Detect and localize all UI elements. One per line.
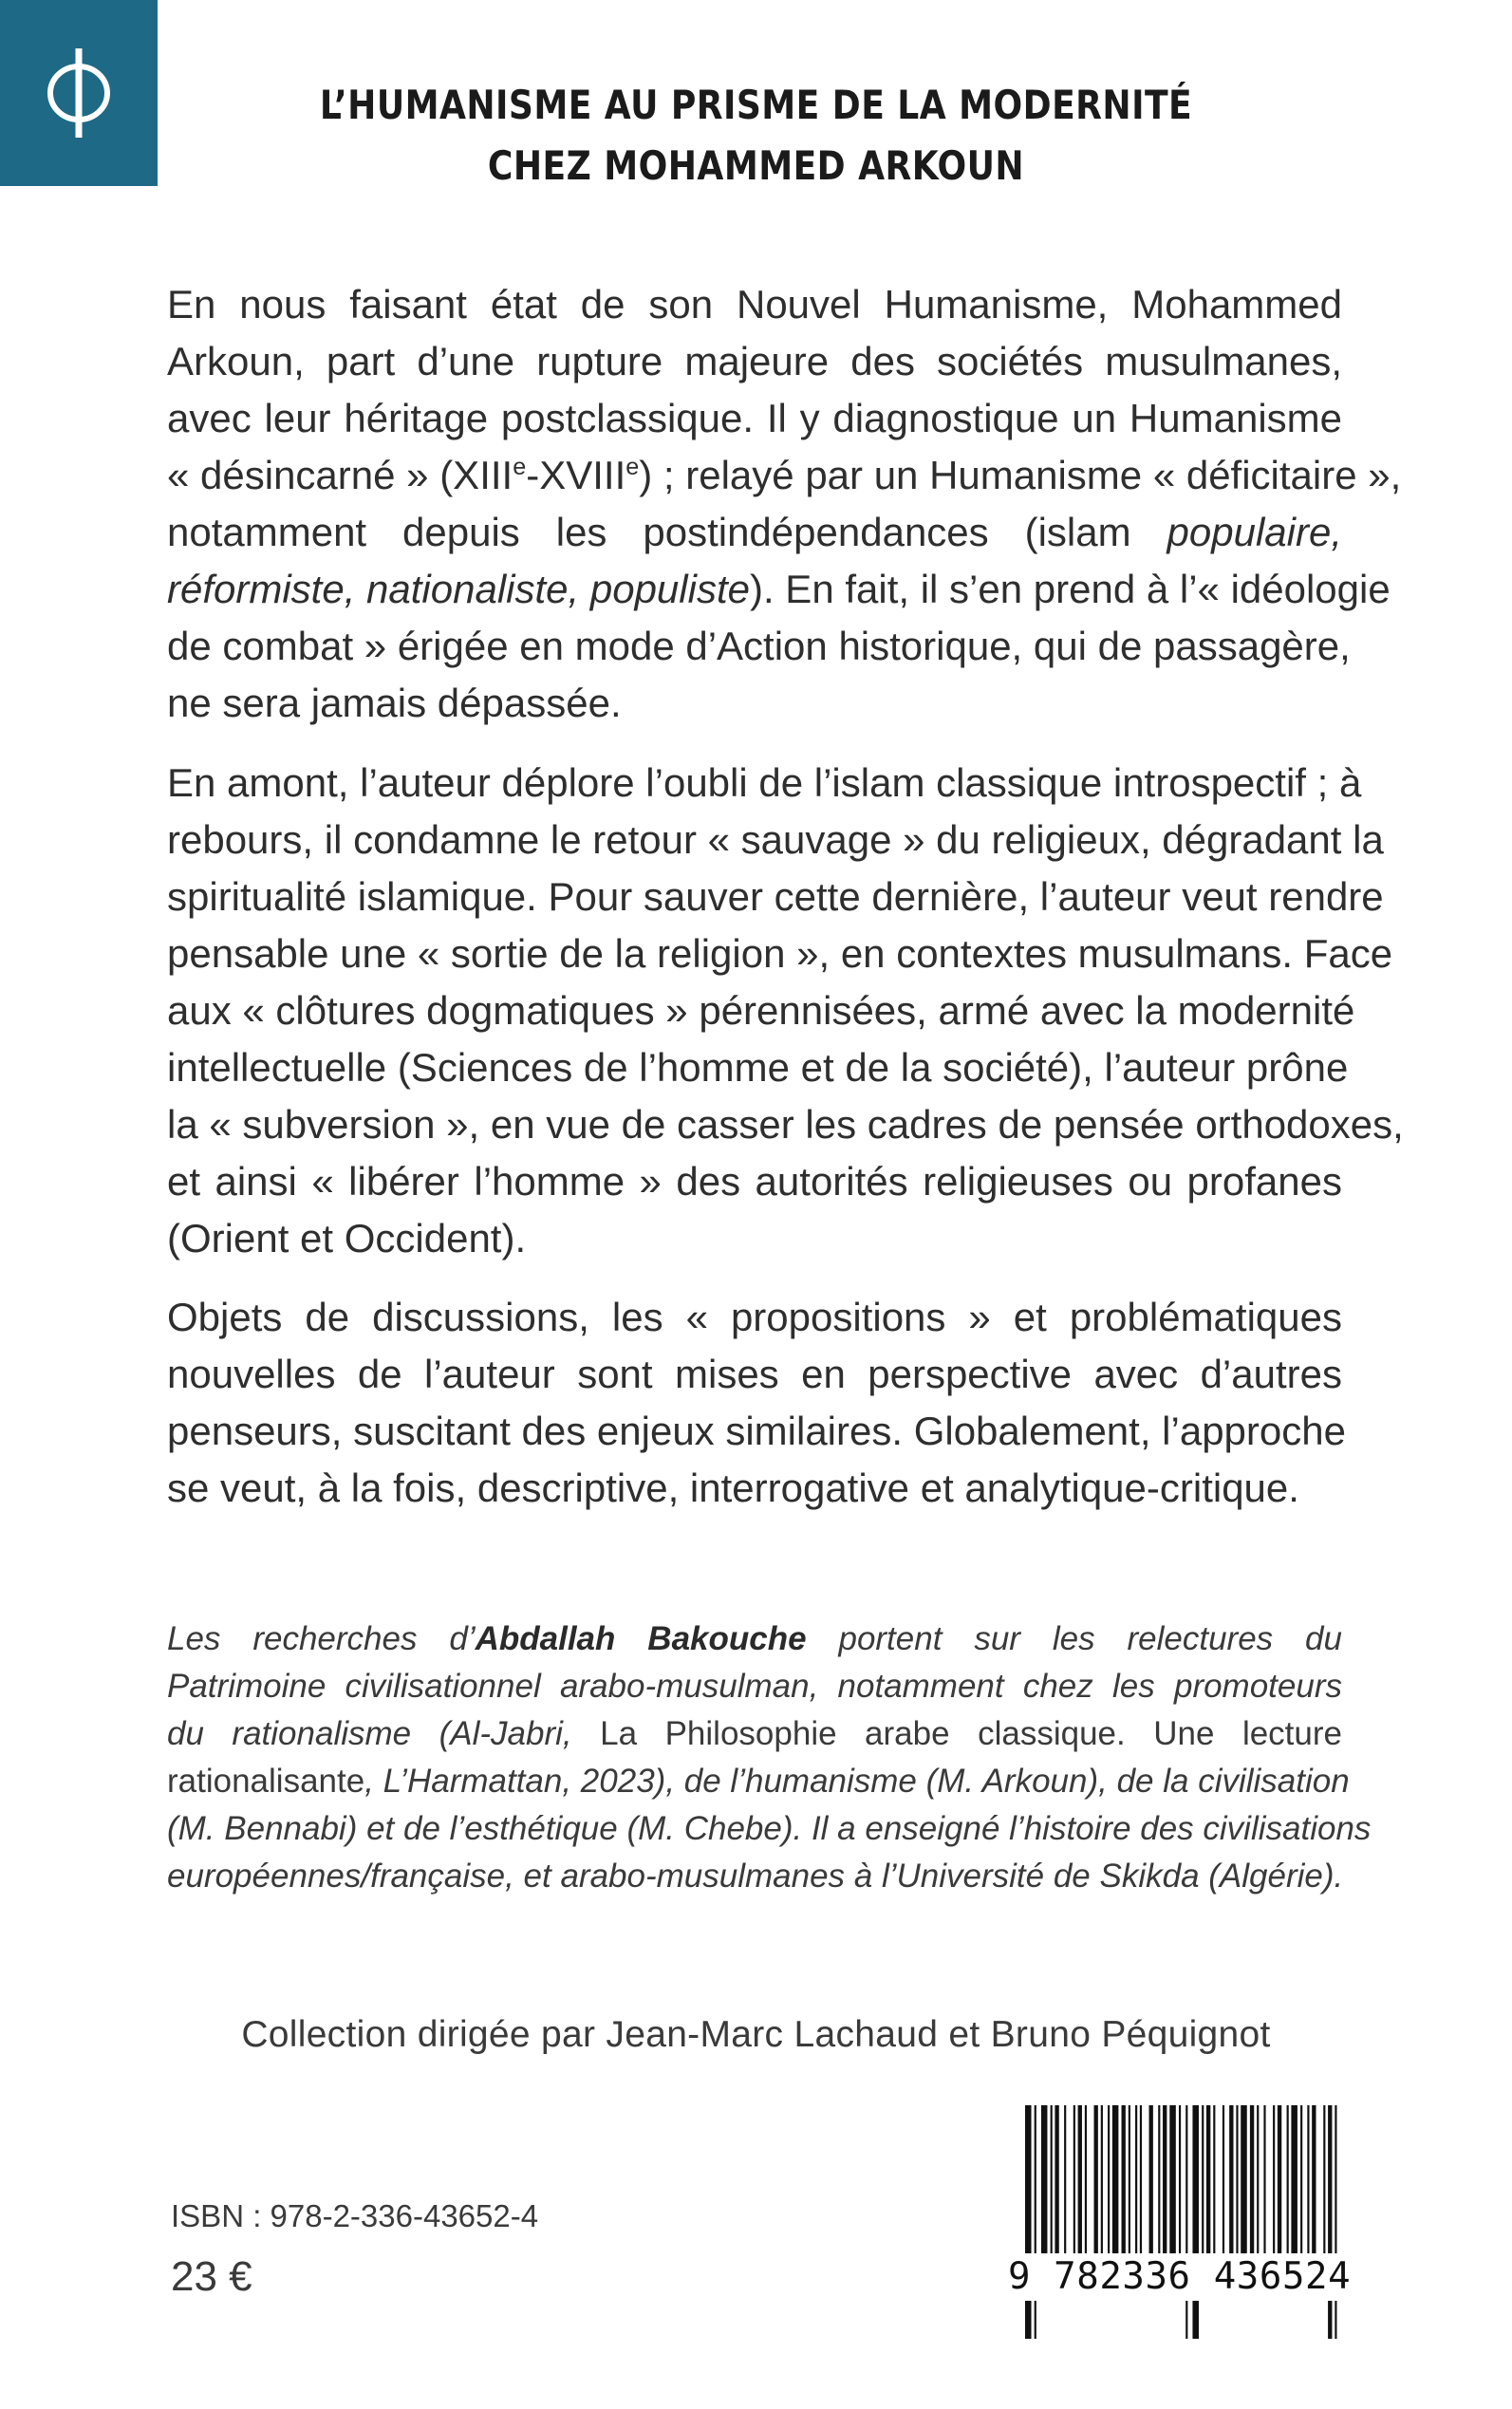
- price: 23 €: [171, 2253, 252, 2300]
- text-line: et ainsi « libérer l’homme » des autorités religieuses ou profanes: [167, 1159, 1342, 1204]
- barcode-bar: [1328, 2105, 1332, 2339]
- text-line: Les recherches d’Abdallah Bakouche portent sur les relectures du: [167, 1620, 1342, 1657]
- text-line: européennes/française, et arabo-musulmanes à l’Université de Skikda (Algérie).: [167, 1858, 1344, 1895]
- text-line: nouvelles de l’auteur sont mises en perspective avec d’autres: [167, 1352, 1342, 1396]
- book-title-line-1: L’HUMANISME AU PRISME DE LA MODERNITÉ: [319, 82, 1193, 128]
- phi-logo-icon: [36, 41, 121, 145]
- book-title-line-2: CHEZ MOHAMMED ARKOUN: [487, 142, 1025, 189]
- barcode-digits: 9 782336 436524: [1004, 2253, 1350, 2301]
- text-line: (M. Bennabi) et de l’esthétique (M. Chebe). Il a enseigné l’histoire des civilisations: [167, 1810, 1372, 1847]
- text-line: En nous faisant état de son Nouvel Humanisme, Mohammed: [167, 282, 1342, 327]
- text-line: du rationalisme (Al-Jabri, La Philosophie arabe classique. Une lecture: [167, 1715, 1342, 1752]
- text-line: réformiste, nationaliste, populiste). En fait, il s’en prend à l’« idéologie: [167, 567, 1391, 611]
- text-line: « désincarné » (XIIIe-XVIIIe) ; relayé par un Humanisme « déficitaire »,: [167, 453, 1402, 497]
- text-line: Patrimoine civilisationnel arabo-musulman, notamment chez les promoteurs: [167, 1668, 1342, 1705]
- barcode-bar: [1185, 2105, 1187, 2339]
- text-line: avec leur héritage postclassique. Il y diagnostique un Humanisme: [167, 396, 1342, 440]
- text-line: En amont, l’auteur déplore l’oubli de l’islam classique introspectif ; à: [167, 760, 1362, 805]
- publisher-logo: [0, 0, 158, 186]
- text-line: ne sera jamais dépassée.: [167, 681, 622, 725]
- text-line: notamment depuis les postindépendances (islam populaire,: [167, 510, 1342, 554]
- text-line: (Orient et Occident).: [167, 1216, 527, 1261]
- text-line: Objets de discussions, les « propositions » et problématiques: [167, 1295, 1342, 1339]
- barcode-bar: [1025, 2105, 1032, 2339]
- text-line: de combat » érigée en mode d’Action historique, qui de passagère,: [167, 624, 1351, 668]
- text-line: la « subversion », en vue de casser les cadres de pensée orthodoxes,: [167, 1102, 1404, 1147]
- text-line: rebours, il condamne le retour « sauvage » du religieux, dégradant la: [167, 817, 1384, 862]
- barcode-icon: [1025, 2105, 1344, 2339]
- collection-credit: Collection dirigée par Jean-Marc Lachaud et Bruno Péquignot: [241, 2014, 1271, 2055]
- text-line: intellectuelle (Sciences de l’homme et de la société), l’auteur prône: [167, 1045, 1349, 1090]
- text-line: Arkoun, part d’une rupture majeure des sociétés musulmanes,: [167, 339, 1342, 383]
- text-line: penseurs, suscitant des enjeux similaires. Globalement, l’approche: [167, 1409, 1346, 1453]
- barcode-bar: [1035, 2105, 1036, 2339]
- barcode-bar: [1335, 2105, 1336, 2339]
- text-line: aux « clôtures dogmatiques » pérennisées, armé avec la modernité: [167, 988, 1355, 1033]
- summary-paragraph-1: [167, 276, 1402, 732]
- author-name: Abdallah Bakouche: [475, 1620, 807, 1657]
- text-line: rationalisante, L’Harmattan, 2023), de l’humanisme (M. Arkoun), de la civilisation: [167, 1763, 1350, 1800]
- barcode-bar: [1192, 2105, 1199, 2339]
- isbn-number: ISBN : 978-2-336-43652-4: [171, 2198, 539, 2233]
- text-line: pensable une « sortie de la religion », en contextes musulmans. Face: [167, 931, 1393, 976]
- text-line: spiritualité islamique. Pour sauver cette dernière, l’auteur veut rendre: [167, 874, 1384, 919]
- summary-paragraph-2: [167, 755, 1404, 1267]
- text-line: se veut, à la fois, descriptive, interrogative et analytique-critique.: [167, 1466, 1299, 1510]
- author-bio: [167, 1615, 1372, 1900]
- summary-paragraph-3: [167, 1289, 1346, 1517]
